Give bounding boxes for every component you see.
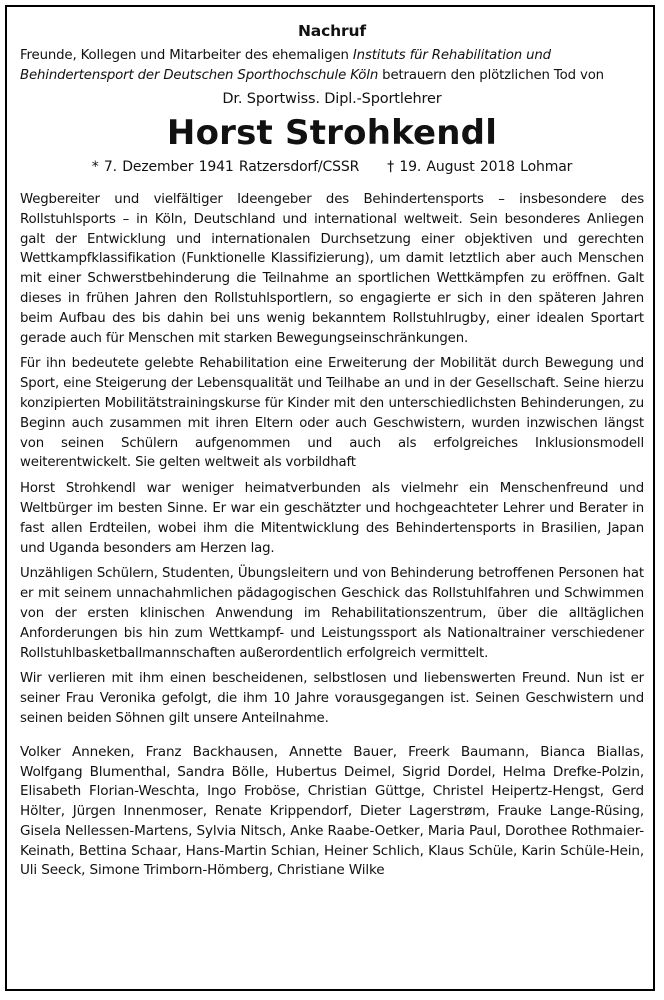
intro-part2: betrauern den plötzlichen Tod von	[378, 67, 604, 83]
intro-text	[20, 46, 644, 86]
paragraph-3: Horst Strohkendl war weniger heimatverbunden als vielmehr ein Menschenfreund und Weltbürger im besten Sinne. Er war ein geschätzter und hochgeachteter Lehrer und Berater in fast allen Erdteilen, wobei ihm die Mitentwicklung des Behindertensports in Brasilien, Japan und Uganda besonders am Herzen lag.	[20, 481, 644, 556]
obituary-heading: Nachruf	[297, 22, 367, 40]
obituary-content	[20, 22, 644, 881]
death-date: † 19. August 2018 Lohmar	[387, 159, 573, 176]
paragraph-2: Für ihn bedeutete gelebte Rehabilitation eine Erweiterung der Mobilität durch Bewegung und Sport, eine Steigerung der Lebensqualität und Teilhabe an und in der Gesellschaft. Seine hierzu konzipierten Mobilitätstrainingskurse für Kinder mit den unterschiedlichsten Behinderungen, zu Beginn auch zusammen mit ihren Eltern oder auch Geschwistern, wurden inzwischen längst von seinen Schülern aufgenommen und auch als erfolgreiches Inklusionsmodell weiterentwickelt. Sie gelten weltweit als vorbildhaft	[20, 356, 644, 471]
life-dates	[20, 158, 644, 178]
paragraph-5: Wir verlieren mit ihm einen bescheidenen, selbstlosen und liebenswerten Freund. Nun ist er seiner Frau Veronika gefolgt, die ihm 10 Jahre vorausgegangen ist. Seinen Geschwistern und seinen beiden Söhnen gilt unsere Anteilnahme.	[20, 671, 644, 726]
paragraph-1: Wegbereiter und vielfältiger Ideengeber des Behindertensports – insbesondere des Rollstuhlsports – in Köln, Deutschland und international weltweit. Sein besonderes Anliegen galt der Entwicklung und internationalen Durchsetzung einer objektiven und gerechten Wettkampfklassifikation (Funktionelle Klassifizierung), um damit letztlich aber auch Menschen mit einer Schwerstbehinderung die Teilnahme an sportlichen Wettkämpfen zu eröffnen. Galt dieses in frühen Jahren den Rollstuhlsportlern, so engagierte er sich in den späteren Jahren beim Aufbau des bis dahin bei uns wenig bekanntem Rollstuhlrugby, einer idealen Sportart gerade auch für Menschen mit starken Bewegungseinschränkungen.	[20, 191, 644, 346]
deceased-name: Horst Strohkendl	[166, 113, 498, 154]
birth-date: * 7. Dezember 1941 Ratzersdorf/CSSR	[91, 159, 360, 176]
institute-name: Instituts für Rehabilitation und Behindertensport der Deutschen Sporthochschule Köln	[20, 47, 551, 83]
intro-part1: Freunde, Kollegen und Mitarbeiter des ehemaligen	[20, 47, 353, 63]
signatories-list: Volker Anneken, Franz Backhausen, Annette Bauer, Freerk Baumann, Bianca Biallas, Wolfgang Blumenthal, Sandra Bölle, Hubertus Deimel, Sigrid Dordel, Helma Drefke-Polzin, Elisabeth Florian-Weschta, Ingo Froböse, Christian Güttge, Christel Heipertz-Hengst, Gerd Hölter, Jürgen Innenmoser, Renate Krippendorf, Dieter Lagerstrøm, Frauke Lange-Rüsing, Gisela Nellessen-Martens, Sylvia Nitsch, Anke Raabe-Oetker, Maria Paul, Dorothee Rothmaier-Keinath, Bettina Schaar, Hans-Martin Schian, Heiner Schlich, Klaus Schüle, Karin Schüle-Hein, Uli Seeck, Simone Trimborn-Hömberg, Christiane Wilke	[20, 743, 645, 879]
paragraph-4: Unzähligen Schülern, Studenten, Übungsleitern und von Behinderung betroffenen Personen hat er mit seinem unnachahmlichen pädagogischen Geschick das Rollstuhlfahren und Schwimmen von der ersten klinischen Anwendung im Rehabilitationszentrum, über die alltäglichen Anforderungen bis hin zum Wettkampf- und Leistungssport als Nationaltrainer verschiedener Rollstuhlbasketballmannschaften außerordentlich erfolgreich vermittelt.	[20, 566, 644, 661]
academic-title: Dr. Sportwiss. Dipl.-Sportlehrer	[222, 91, 442, 108]
